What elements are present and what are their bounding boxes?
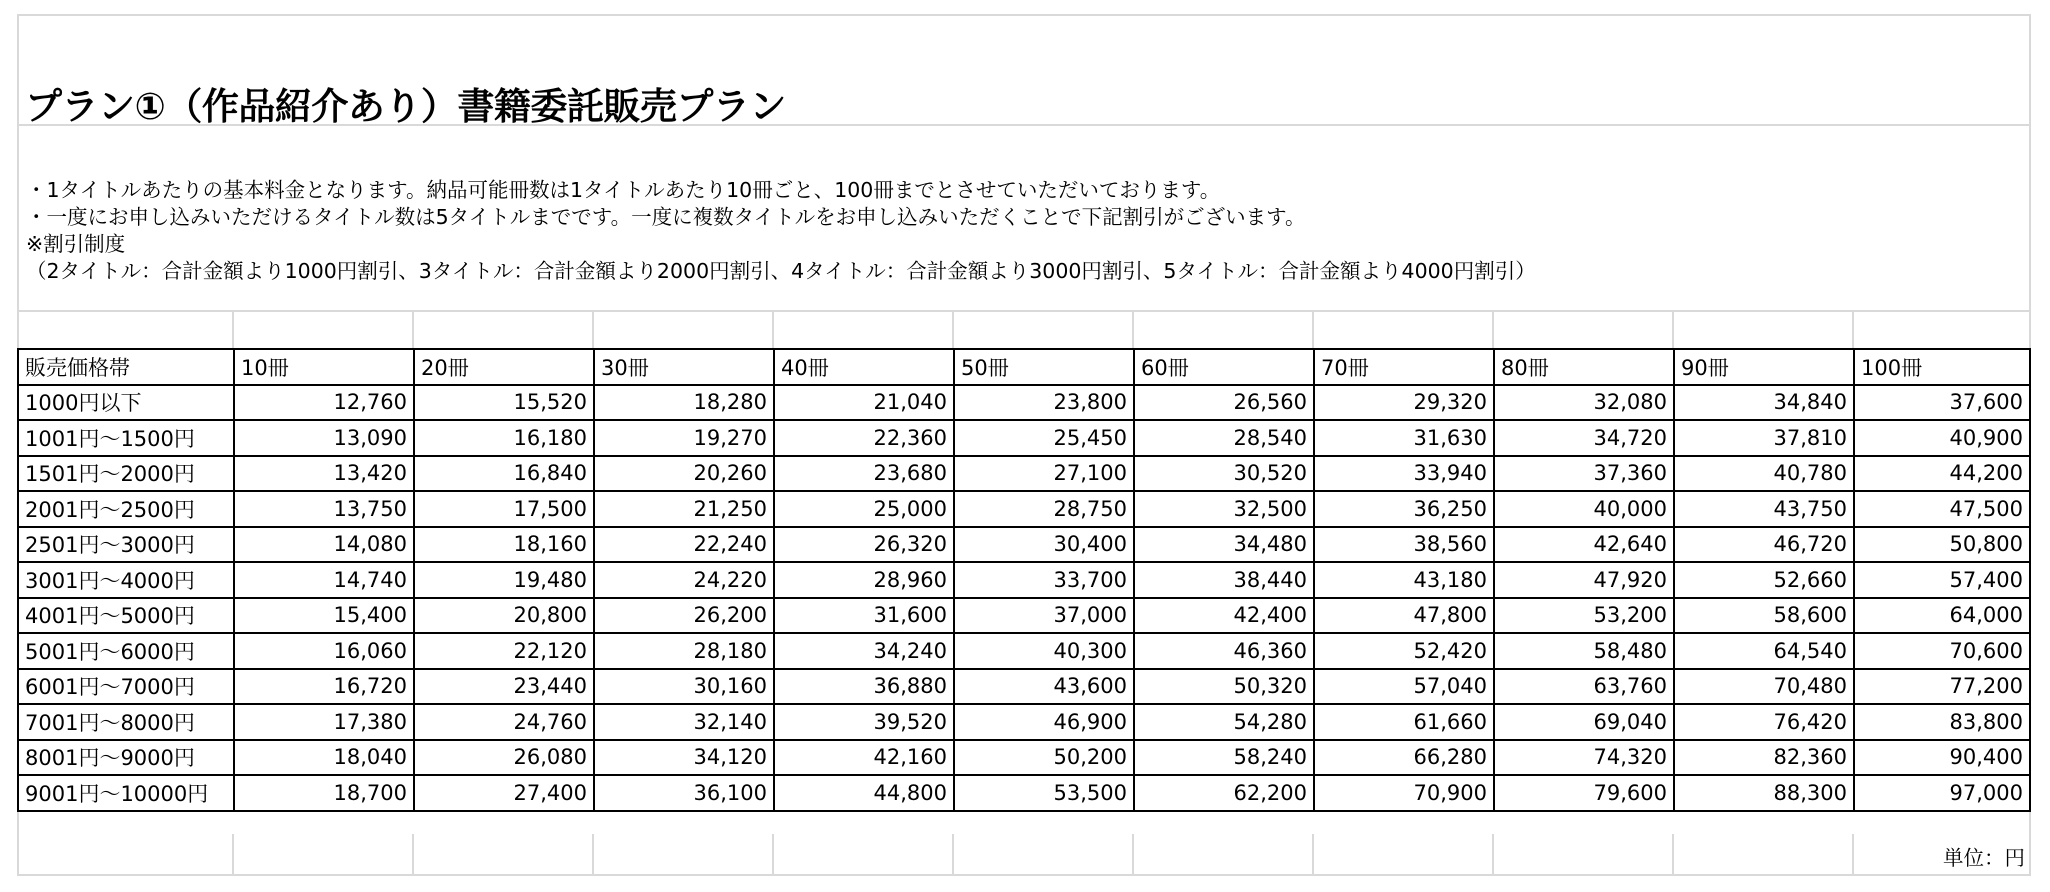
price-cell: 52,420 <box>1314 633 1494 669</box>
price-cell: 21,040 <box>774 385 954 421</box>
price-cell: 23,800 <box>954 385 1134 421</box>
price-cell: 53,200 <box>1494 598 1674 634</box>
price-cell: 26,560 <box>1134 385 1314 421</box>
price-cell: 18,700 <box>234 775 414 811</box>
price-cell: 26,320 <box>774 527 954 563</box>
price-cell: 70,600 <box>1854 633 2030 669</box>
table-row <box>18 704 2030 740</box>
header-70-copies: 70冊 <box>1314 349 1494 385</box>
price-band-cell: 5001円～6000円 <box>18 633 234 669</box>
price-cell: 30,160 <box>594 669 774 705</box>
price-cell: 34,120 <box>594 740 774 776</box>
price-cell: 18,040 <box>234 740 414 776</box>
price-cell: 77,200 <box>1854 669 2030 705</box>
price-cell: 46,360 <box>1134 633 1314 669</box>
price-cell: 24,220 <box>594 562 774 598</box>
note-discount-details: （2タイトル：合計金額より1000円割引、3タイトル：合計金額より2000円割引、4タイトル：合計金額より3000円割引、5タイトル：合計金額より4000円割引） <box>26 259 1536 283</box>
price-cell: 20,260 <box>594 456 774 492</box>
header-80-copies: 80冊 <box>1494 349 1674 385</box>
price-cell: 13,420 <box>234 456 414 492</box>
price-cell: 50,800 <box>1854 527 2030 563</box>
price-cell: 64,540 <box>1674 633 1854 669</box>
price-cell: 40,780 <box>1674 456 1854 492</box>
price-cell: 74,320 <box>1494 740 1674 776</box>
price-cell: 17,500 <box>414 491 594 527</box>
price-cell: 40,900 <box>1854 420 2030 456</box>
header-100-copies: 100冊 <box>1854 349 2030 385</box>
price-cell: 43,750 <box>1674 491 1854 527</box>
price-cell: 83,800 <box>1854 704 2030 740</box>
price-band-cell: 9001円～10000円 <box>18 775 234 811</box>
page-title: プラン①（作品紹介あり）書籍委託販売プラン <box>25 85 786 128</box>
price-cell: 13,090 <box>234 420 414 456</box>
table-row <box>18 669 2030 705</box>
price-cell: 79,600 <box>1494 775 1674 811</box>
price-cell: 18,160 <box>414 527 594 563</box>
table-row <box>18 456 2030 492</box>
price-cell: 34,840 <box>1674 385 1854 421</box>
table-row <box>18 633 2030 669</box>
price-cell: 37,360 <box>1494 456 1674 492</box>
price-cell: 31,630 <box>1314 420 1494 456</box>
price-cell: 37,000 <box>954 598 1134 634</box>
price-table <box>17 348 2031 812</box>
price-cell: 50,320 <box>1134 669 1314 705</box>
price-cell: 27,400 <box>414 775 594 811</box>
price-cell: 66,280 <box>1314 740 1494 776</box>
price-cell: 22,120 <box>414 633 594 669</box>
table-row <box>18 527 2030 563</box>
header-90-copies: 90冊 <box>1674 349 1854 385</box>
header-60-copies: 60冊 <box>1134 349 1314 385</box>
price-cell: 82,360 <box>1674 740 1854 776</box>
price-cell: 33,940 <box>1314 456 1494 492</box>
price-cell: 30,400 <box>954 527 1134 563</box>
price-cell: 40,300 <box>954 633 1134 669</box>
table-row <box>18 740 2030 776</box>
note-title-limit: ・一度にお申し込みいただけるタイトル数は5タイトルまでです。一度に複数タイトルをお申し込みいただくことで下記割引がございます。 <box>26 205 1306 229</box>
price-cell: 62,200 <box>1134 775 1314 811</box>
price-cell: 47,500 <box>1854 491 2030 527</box>
price-cell: 36,250 <box>1314 491 1494 527</box>
price-band-cell: 6001円～7000円 <box>18 669 234 705</box>
header-40-copies: 40冊 <box>774 349 954 385</box>
price-cell: 34,480 <box>1134 527 1314 563</box>
price-cell: 18,280 <box>594 385 774 421</box>
header-20-copies: 20冊 <box>414 349 594 385</box>
price-cell: 20,800 <box>414 598 594 634</box>
header-10-copies: 10冊 <box>234 349 414 385</box>
price-cell: 25,000 <box>774 491 954 527</box>
price-cell: 70,900 <box>1314 775 1494 811</box>
unit-label: 単位：円 <box>1943 846 2025 870</box>
price-cell: 46,900 <box>954 704 1134 740</box>
price-cell: 37,600 <box>1854 385 2030 421</box>
price-cell: 31,600 <box>774 598 954 634</box>
price-cell: 42,400 <box>1134 598 1314 634</box>
price-cell: 36,100 <box>594 775 774 811</box>
price-cell: 57,040 <box>1314 669 1494 705</box>
price-cell: 57,400 <box>1854 562 2030 598</box>
price-cell: 28,180 <box>594 633 774 669</box>
price-cell: 14,740 <box>234 562 414 598</box>
price-band-cell: 2001円～2500円 <box>18 491 234 527</box>
price-cell: 22,360 <box>774 420 954 456</box>
note-base-fee: ・1タイトルあたりの基本料金となります。納品可能冊数は1タイトルあたり10冊ごと、100冊までとさせていただいております。 <box>26 178 1221 202</box>
header-50-copies: 50冊 <box>954 349 1134 385</box>
table-row <box>18 775 2030 811</box>
price-cell: 70,480 <box>1674 669 1854 705</box>
price-cell: 26,200 <box>594 598 774 634</box>
price-cell: 32,140 <box>594 704 774 740</box>
price-cell: 58,240 <box>1134 740 1314 776</box>
price-cell: 58,480 <box>1494 633 1674 669</box>
price-cell: 58,600 <box>1674 598 1854 634</box>
price-cell: 88,300 <box>1674 775 1854 811</box>
price-cell: 14,080 <box>234 527 414 563</box>
price-cell: 28,540 <box>1134 420 1314 456</box>
price-cell: 32,500 <box>1134 491 1314 527</box>
price-cell: 30,520 <box>1134 456 1314 492</box>
plan-notes <box>26 177 1536 285</box>
price-cell: 33,700 <box>954 562 1134 598</box>
price-cell: 54,280 <box>1134 704 1314 740</box>
price-cell: 19,480 <box>414 562 594 598</box>
price-band-cell: 1001円～1500円 <box>18 420 234 456</box>
price-cell: 17,380 <box>234 704 414 740</box>
price-cell: 22,240 <box>594 527 774 563</box>
price-cell: 63,760 <box>1494 669 1674 705</box>
price-cell: 46,720 <box>1674 527 1854 563</box>
price-cell: 44,200 <box>1854 456 2030 492</box>
price-cell: 42,160 <box>774 740 954 776</box>
price-cell: 39,520 <box>774 704 954 740</box>
price-cell: 69,040 <box>1494 704 1674 740</box>
price-cell: 52,660 <box>1674 562 1854 598</box>
price-band-cell: 1000円以下 <box>18 385 234 421</box>
price-cell: 76,420 <box>1674 704 1854 740</box>
price-cell: 47,920 <box>1494 562 1674 598</box>
price-cell: 12,760 <box>234 385 414 421</box>
price-cell: 90,400 <box>1854 740 2030 776</box>
price-band-cell: 3001円～4000円 <box>18 562 234 598</box>
price-cell: 47,800 <box>1314 598 1494 634</box>
price-cell: 40,000 <box>1494 491 1674 527</box>
price-cell: 23,440 <box>414 669 594 705</box>
price-cell: 97,000 <box>1854 775 2030 811</box>
price-cell: 53,500 <box>954 775 1134 811</box>
price-cell: 26,080 <box>414 740 594 776</box>
price-cell: 25,450 <box>954 420 1134 456</box>
price-band-cell: 2501円～3000円 <box>18 527 234 563</box>
table-row <box>18 385 2030 421</box>
price-cell: 13,750 <box>234 491 414 527</box>
table-header-row <box>18 349 2030 385</box>
price-cell: 16,840 <box>414 456 594 492</box>
price-cell: 28,960 <box>774 562 954 598</box>
table-row <box>18 420 2030 456</box>
price-cell: 36,880 <box>774 669 954 705</box>
price-cell: 43,600 <box>954 669 1134 705</box>
price-band-cell: 4001円～5000円 <box>18 598 234 634</box>
price-cell: 34,720 <box>1494 420 1674 456</box>
price-cell: 24,760 <box>414 704 594 740</box>
price-cell: 16,720 <box>234 669 414 705</box>
price-cell: 21,250 <box>594 491 774 527</box>
price-cell: 32,080 <box>1494 385 1674 421</box>
price-cell: 50,200 <box>954 740 1134 776</box>
price-cell: 61,660 <box>1314 704 1494 740</box>
price-cell: 38,440 <box>1134 562 1314 598</box>
price-cell: 44,800 <box>774 775 954 811</box>
price-cell: 23,680 <box>774 456 954 492</box>
price-cell: 16,060 <box>234 633 414 669</box>
table-row <box>18 491 2030 527</box>
spreadsheet <box>17 14 2031 876</box>
price-cell: 15,400 <box>234 598 414 634</box>
price-cell: 19,270 <box>594 420 774 456</box>
price-cell: 42,640 <box>1494 527 1674 563</box>
price-cell: 15,520 <box>414 385 594 421</box>
header-price-band: 販売価格帯 <box>18 349 234 385</box>
note-discount-heading: ※割引制度 <box>26 232 126 256</box>
price-cell: 64,000 <box>1854 598 2030 634</box>
price-cell: 34,240 <box>774 633 954 669</box>
table-row <box>18 598 2030 634</box>
price-cell: 43,180 <box>1314 562 1494 598</box>
price-band-cell: 8001円～9000円 <box>18 740 234 776</box>
price-band-cell: 1501円～2000円 <box>18 456 234 492</box>
price-cell: 37,810 <box>1674 420 1854 456</box>
price-cell: 38,560 <box>1314 527 1494 563</box>
price-cell: 28,750 <box>954 491 1134 527</box>
price-cell: 27,100 <box>954 456 1134 492</box>
header-30-copies: 30冊 <box>594 349 774 385</box>
price-cell: 29,320 <box>1314 385 1494 421</box>
table-row <box>18 562 2030 598</box>
price-cell: 16,180 <box>414 420 594 456</box>
price-band-cell: 7001円～8000円 <box>18 704 234 740</box>
